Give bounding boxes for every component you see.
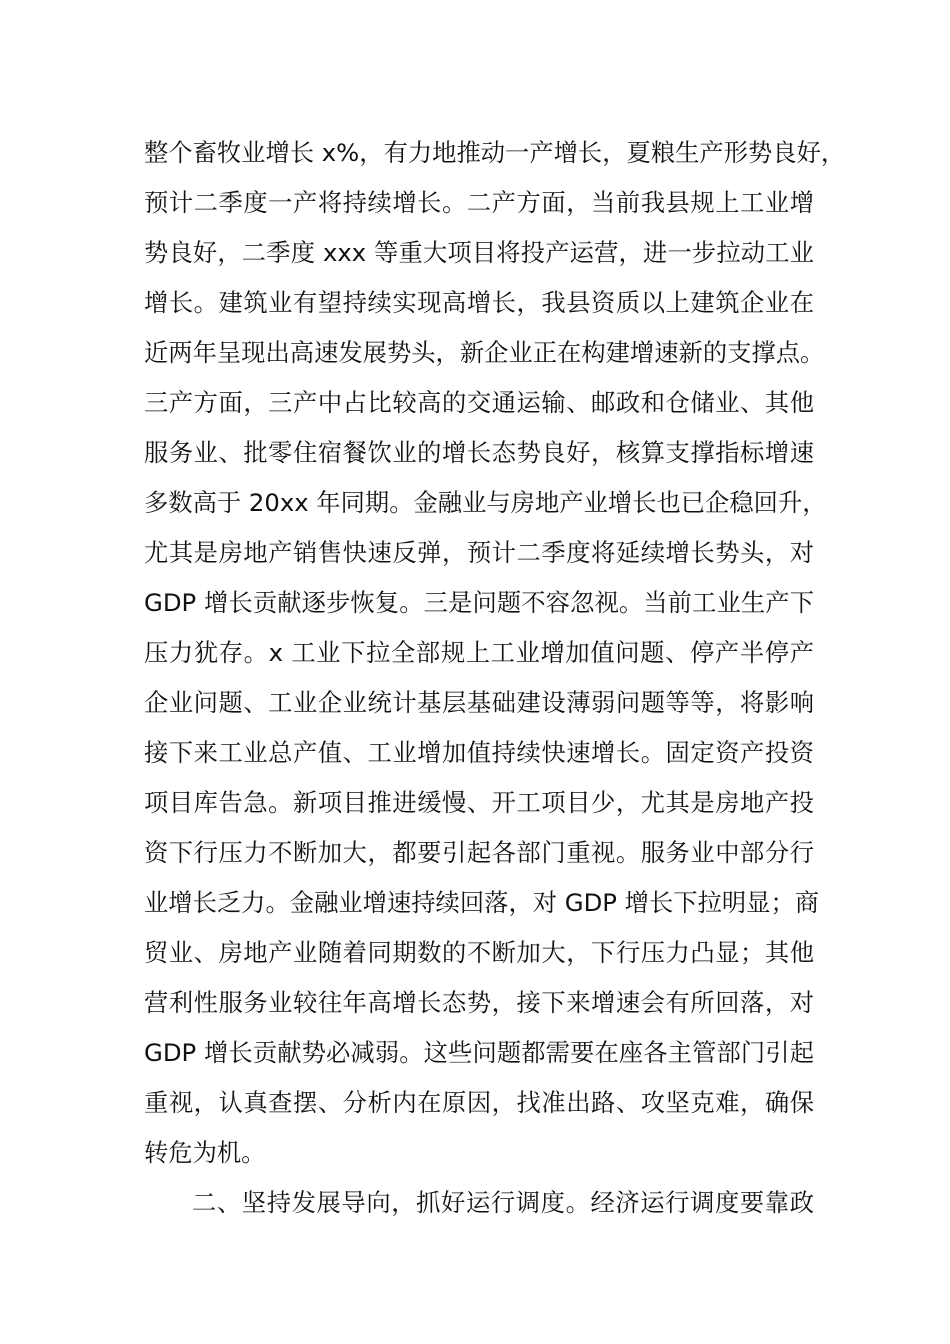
text-line: 资下行压力不断加大，都要引起各部门重视。服务业中部分行 (144, 838, 814, 867)
text-line: 企业问题、工业企业统计基层基础建设薄弱问题等等，将影响 (144, 688, 814, 717)
text-line: 接下来工业总产值、工业增加值持续快速增长。固定资产投资 (144, 738, 814, 767)
text-line: 营利性服务业较往年高增长态势，接下来增速会有所回落，对 (144, 988, 814, 1017)
text-line: 贸业、房地产业随着同期数的不断加大，下行压力凸显；其他 (144, 938, 814, 967)
text-line: 三产方面，三产中占比较高的交通运输、邮政和仓储业、其他 (144, 388, 814, 417)
text-line: 服务业、批零住宿餐饮业的增长态势良好，核算支撑指标增速 (144, 438, 814, 467)
text-line: 整个畜牧业增长 x%，有力地推动一产增长，夏粮生产形势良好， (144, 138, 846, 167)
text-line: 业增长乏力。金融业增速持续回落，对 GDP 增长下拉明显；商 (144, 888, 820, 917)
text-line: 近两年呈现出高速发展势头，新企业正在构建增速新的支撑点。 (144, 338, 825, 367)
text-line: 压力犹存。x 工业下拉全部规上工业增加值问题、停产半停产 (144, 638, 814, 667)
text-line-paragraph-end: 转危为机。 (144, 1138, 266, 1167)
body-text (144, 128, 846, 1228)
text-line: GDP 增长贡献逐步恢复。三是问题不容忽视。当前工业生产下 (144, 588, 814, 617)
text-line: 多数高于 20xx 年同期。金融业与房地产业增长也已企稳回升， (144, 488, 827, 517)
text-line: 预计二季度一产将持续增长。二产方面，当前我县规上工业增 (144, 188, 814, 217)
text-line: 尤其是房地产销售快速反弹，预计二季度将延续增长势头，对 (144, 538, 814, 567)
text-line: 项目库告急。新项目推进缓慢、开工项目少，尤其是房地产投 (144, 788, 814, 817)
text-line: 重视，认真查摆、分析内在原因，找准出路、攻坚克难，确保 (144, 1088, 814, 1117)
text-line: 势良好，二季度 xxx 等重大项目将投产运营，进一步拉动工业 (144, 238, 814, 267)
section-heading-line: 二、坚持发展导向，抓好运行调度。经济运行调度要靠政 (192, 1188, 814, 1217)
text-line: 增长。建筑业有望持续实现高增长，我县资质以上建筑企业在 (144, 288, 814, 317)
text-line: GDP 增长贡献势必减弱。这些问题都需要在座各主管部门引起 (144, 1038, 814, 1067)
